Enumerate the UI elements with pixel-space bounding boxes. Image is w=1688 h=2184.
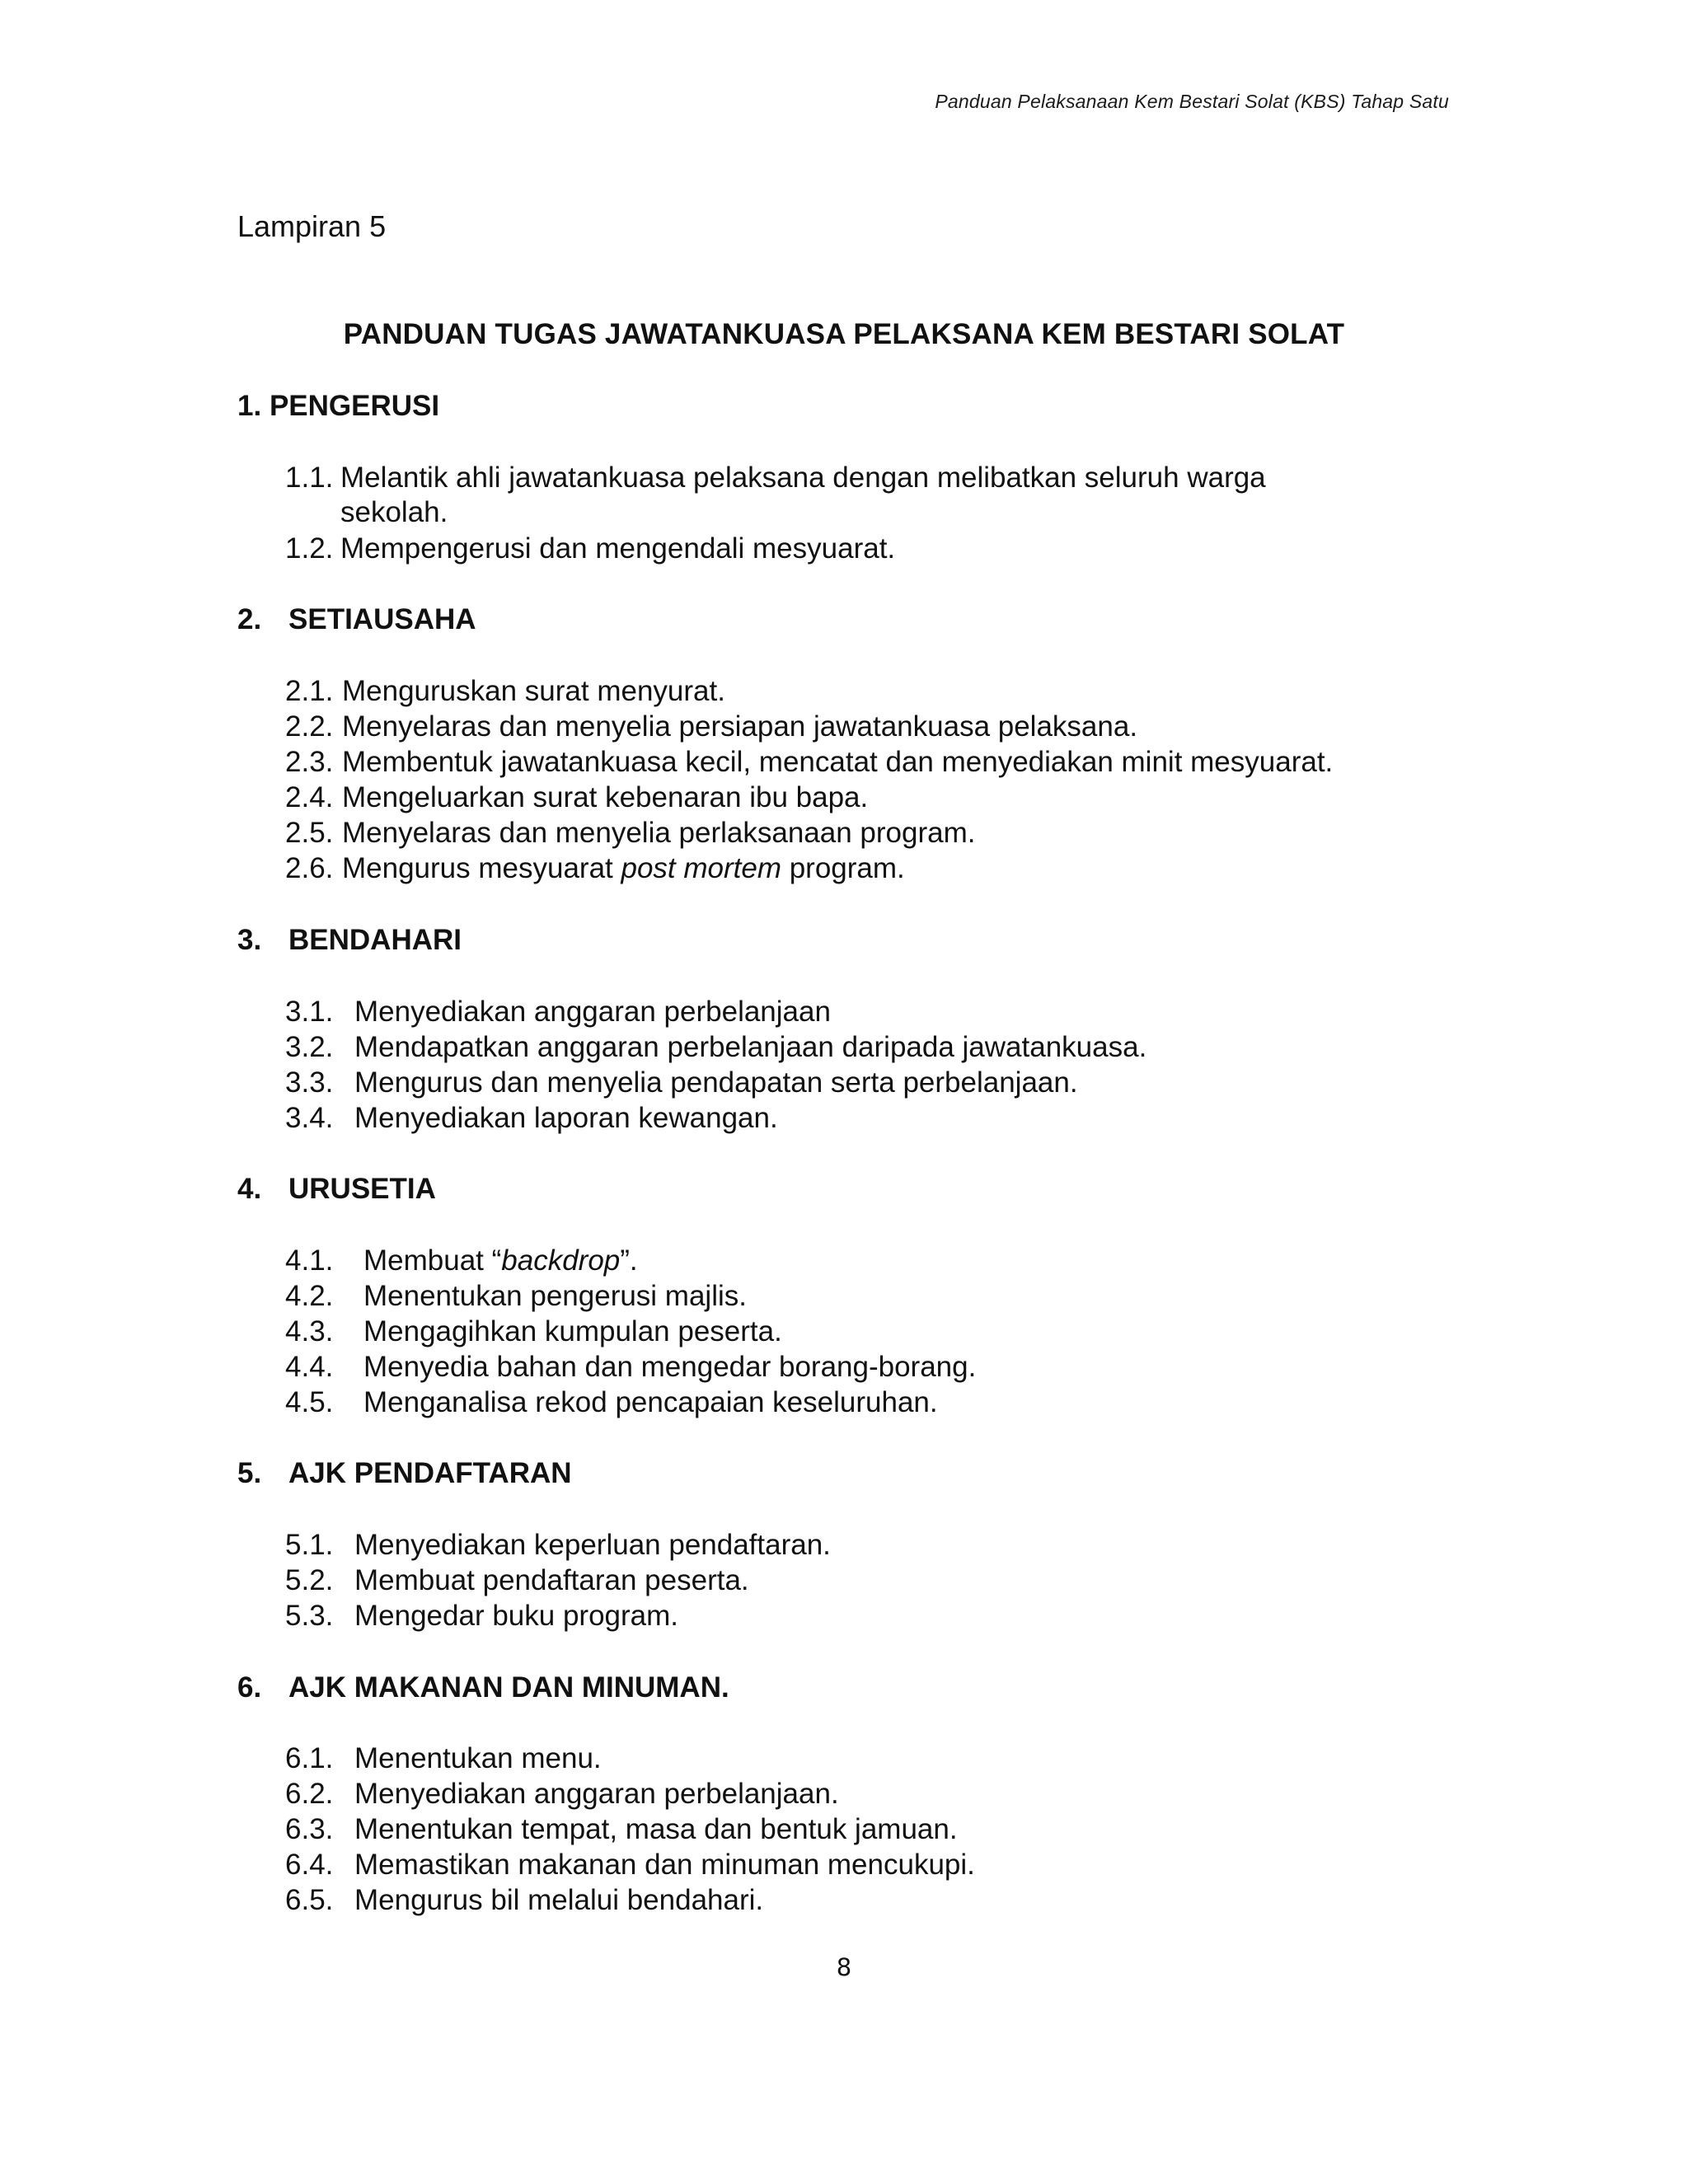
section-title: SETIAUSAHA xyxy=(288,603,476,635)
item-number: 2.5. xyxy=(285,817,334,849)
appendix-label: Lampiran 5 xyxy=(237,209,387,243)
item-number: 3.1. xyxy=(285,996,334,1028)
item-number: 6.4. xyxy=(285,1849,334,1881)
item-text: Menyelaras dan menyelia perlaksanaan program. xyxy=(342,817,976,849)
item-number: 1.2. xyxy=(285,532,334,565)
item-text-italic: post mortem xyxy=(621,852,781,884)
item-number: 4.5. xyxy=(285,1386,334,1418)
item-text: Memastikan makanan dan minuman mencukupi. xyxy=(354,1849,975,1881)
item-number: 2.4. xyxy=(285,781,334,813)
section-title: AJK MAKANAN DAN MINUMAN. xyxy=(288,1671,729,1704)
section-heading-bendahari xyxy=(237,923,462,958)
section-number: 3. xyxy=(237,924,262,956)
item-text xyxy=(342,851,905,886)
section-heading-pengerusi xyxy=(237,389,439,424)
section-heading-ajk-pendaftaran xyxy=(237,1456,572,1491)
section-number: 4. xyxy=(237,1173,262,1205)
item-number: 4.2. xyxy=(285,1280,334,1312)
item-text: Mendapatkan anggaran perbelanjaan daripada jawatankuasa. xyxy=(354,1031,1147,1063)
item-number: 4.3. xyxy=(285,1315,334,1347)
item-text: Mengurus dan menyelia pendapatan serta perbelanjaan. xyxy=(354,1066,1078,1099)
item-text-part: ”. xyxy=(620,1244,638,1277)
section-title: PENGERUSI xyxy=(269,390,440,422)
item-text: Membuat pendaftaran peserta. xyxy=(354,1564,749,1596)
item-text: Mengurus bil melalui bendahari. xyxy=(354,1884,764,1916)
item-text xyxy=(363,1244,638,1278)
item-text: Mengedar buku program. xyxy=(354,1600,678,1632)
item-text: Mempengerusi dan mengendali mesyuarat. xyxy=(340,532,896,565)
item-number: 2.1. xyxy=(285,675,334,707)
running-header: Panduan Pelaksanaan Kem Bestari Solat (KBS) Tahap Satu xyxy=(935,91,1449,112)
section-title: AJK PENDAFTARAN xyxy=(288,1457,572,1489)
item-text: Menyedia bahan dan mengedar borang-borang. xyxy=(363,1351,977,1383)
item-number: 2.2. xyxy=(285,710,334,743)
section-number: 5. xyxy=(237,1457,262,1489)
item-text: Menyediakan keperluan pendaftaran. xyxy=(354,1529,831,1561)
item-text: Menganalisa rekod pencapaian keseluruhan. xyxy=(363,1386,938,1418)
item-text: Menentukan pengerusi majlis. xyxy=(363,1280,747,1312)
item-text: Menyediakan anggaran perbelanjaan. xyxy=(354,1778,839,1810)
item-text: Menentukan menu. xyxy=(354,1742,602,1774)
item-number: 3.4. xyxy=(285,1102,334,1134)
item-text: Menyediakan laporan kewangan. xyxy=(354,1102,778,1134)
item-number: 4.4. xyxy=(285,1351,334,1383)
item-text-part: program. xyxy=(781,852,905,884)
item-number: 6.3. xyxy=(285,1813,334,1845)
item-number: 2.3. xyxy=(285,746,334,778)
item-text: Menguruskan surat menyurat. xyxy=(342,675,725,707)
section-title: URUSETIA xyxy=(288,1173,436,1205)
item-number: 3.3. xyxy=(285,1066,334,1099)
section-number: 6. xyxy=(237,1671,262,1704)
item-number: 6.5. xyxy=(285,1884,334,1916)
item-text-part: Membuat “ xyxy=(363,1244,502,1277)
item-number: 6.2. xyxy=(285,1778,334,1810)
section-number: 2. xyxy=(237,603,262,635)
item-number: 5.3. xyxy=(285,1600,334,1632)
section-title: BENDAHARI xyxy=(288,924,462,956)
item-text: Mengagihkan kumpulan peserta. xyxy=(363,1315,782,1347)
item-text: Membentuk jawatankuasa kecil, mencatat dan menyediakan minit mesyuarat. xyxy=(342,746,1334,778)
item-text: Menyediakan anggaran perbelanjaan xyxy=(354,996,831,1028)
item-number: 1.1. xyxy=(285,462,334,494)
document-title: PANDUAN TUGAS JAWATANKUASA PELAKSANA KEM BESTARI SOLAT xyxy=(343,318,1345,350)
item-number: 3.2. xyxy=(285,1031,334,1063)
item-text-italic: backdrop xyxy=(501,1244,621,1277)
item-number: 6.1. xyxy=(285,1742,334,1774)
item-number: 2.6. xyxy=(285,852,334,884)
section-heading-setiausaha xyxy=(237,602,476,637)
section-number: 1. xyxy=(237,390,262,422)
section-heading-ajk-makanan-dan-minuman xyxy=(237,1671,729,1705)
item-number: 5.1. xyxy=(285,1529,334,1561)
item-text: Melantik ahli jawatankuasa pelaksana dengan melibatkan seluruh warga sekolah. xyxy=(340,462,1266,528)
item-text: Menentukan tempat, masa dan bentuk jamuan. xyxy=(354,1813,958,1845)
item-number: 4.1. xyxy=(285,1244,334,1277)
item-number: 5.2. xyxy=(285,1564,334,1596)
item-text: Menyelaras dan menyelia persiapan jawatankuasa pelaksana. xyxy=(342,710,1138,743)
item-text: Mengeluarkan surat kebenaran ibu bapa. xyxy=(342,781,869,813)
section-heading-urusetia xyxy=(237,1172,436,1207)
page-number: 8 xyxy=(836,1953,852,1981)
item-text-part: Mengurus mesyuarat xyxy=(342,852,621,884)
